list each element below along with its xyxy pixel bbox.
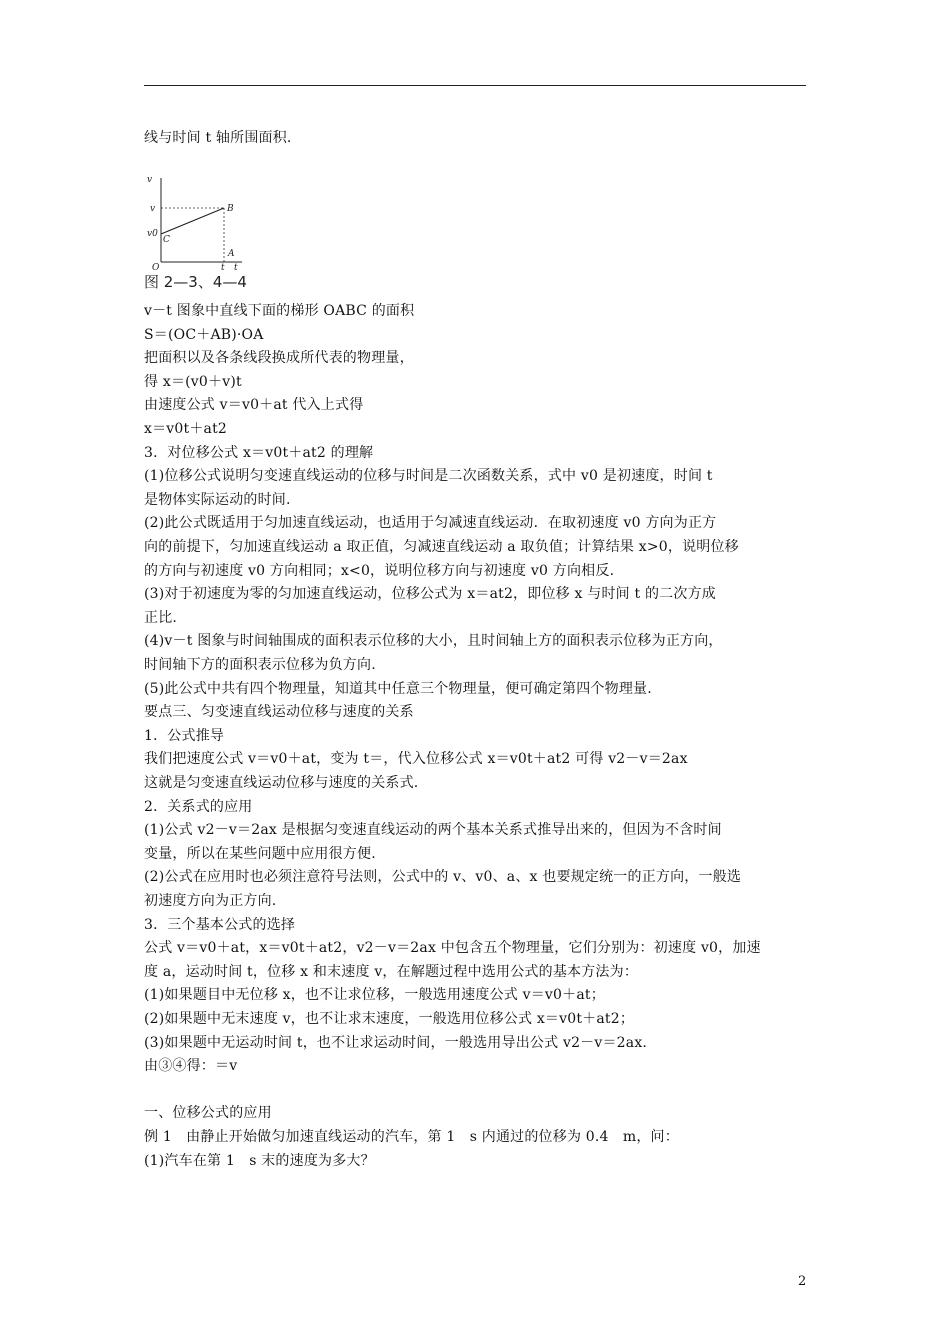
text-line: 的方向与初速度 v0 方向相同；x<0，说明位移方向与初速度 v0 方向相反. <box>144 563 615 579</box>
text-line: (2)公式在应用时也必须注意符号法则，公式中的 v、v0、a、x 也要规定统一的正方向，一般选 <box>144 869 742 885</box>
text-line: (1)汽车在第 1 s 末的速度为多大？ <box>144 1153 375 1169</box>
text-line: (4)v－t 图象与时间轴围成的面积表示位移的大小，且时间轴上方的面积表示位移为正方向， <box>144 633 723 649</box>
text-line: 正比. <box>144 610 178 626</box>
text-line: (5)此公式中共有四个物理量，知道其中任意三个物理量，便可确定第四个物理量. <box>144 681 652 697</box>
text-line: (3)如果题中无运动时间 t，也不让求运动时间，一般选用导出公式 v2－v＝2ax. <box>144 1035 648 1051</box>
v-axis-label: v <box>147 175 153 185</box>
text-line: 公式 v＝v0＋at，x＝v0t＋at2，v2－v＝2ax 中包含五个物理量，它们分别为：初速度 v0，加速 <box>144 940 761 956</box>
t-mark-label: t <box>221 263 225 270</box>
t-axis-label: t <box>234 263 238 270</box>
v-level-label: v <box>150 204 156 214</box>
text-line: S＝(OC＋AB)·OA <box>144 327 264 343</box>
text-line: 得 x＝(v0＋v)t <box>144 374 242 390</box>
text-line: 由③④得：＝v <box>144 1058 238 1074</box>
text-line: 变量，所以在某些问题中应用很方便. <box>144 846 376 862</box>
text-line: 把面积以及各条线段换成所代表的物理量， <box>144 350 414 366</box>
text-line: 时间轴下方的面积表示位移为负方向. <box>144 657 376 673</box>
text-line: 2．关系式的应用 <box>144 799 253 815</box>
text-line: 要点三、匀变速直线运动位移与速度的关系 <box>144 704 414 720</box>
text-line: 3．三个基本公式的选择 <box>144 917 296 933</box>
text-line: (1)公式 v2－v＝2ax 是根据匀变速直线运动的两个基本关系式推导出来的，但因为不含时间 <box>144 822 722 838</box>
text-line: 向的前提下，匀加速直线运动 a 取正值，匀减速直线运动 a 取负值；计算结果 x>0，说明位移 <box>144 539 739 555</box>
point-b-label: B <box>227 204 234 214</box>
text-line: x＝v0t＋at2 <box>144 421 228 437</box>
text-line: 1．公式推导 <box>144 728 225 744</box>
text-line: 一、位移公式的应用 <box>144 1105 272 1121</box>
figure-caption: 图 2—3、4—4 <box>144 273 247 291</box>
page-number: 2 <box>798 1274 807 1289</box>
v0-level-label: v0 <box>147 229 158 239</box>
header-rule <box>144 85 806 86</box>
text-line: (3)对于初速度为零的匀加速直线运动，位移公式为 x＝at2，即位移 x 与时间 t 的二次方成 <box>144 586 716 602</box>
text-line: 度 a，运动时间 t，位移 x 和末速度 v，在解题过程中选用公式的基本方法为： <box>144 964 639 980</box>
text-line: 我们把速度公式 v＝v0＋at，变为 t＝，代入位移公式 x＝v0t＋at2 可得 v2－v＝2ax <box>144 751 688 767</box>
origin-label: O <box>152 263 160 270</box>
text-line: (1)如果题目中无位移 x，也不让求位移，一般选用速度公式 v＝v0＋at； <box>144 987 605 1003</box>
text-line: (2)如果题中无末速度 v，也不让求末速度，一般选用位移公式 x＝v0t＋at2； <box>144 1011 635 1027</box>
text-line: 例 1 由静止开始做匀加速直线运动的汽车，第 1 s 内通过的位移为 0.4 m，问： <box>144 1129 679 1145</box>
text-line: 是物体实际运动的时间. <box>144 492 291 508</box>
text-line: 这就是匀变速直线运动位移与速度的关系式. <box>144 775 419 791</box>
point-a-label: A <box>228 249 235 259</box>
text-line: v－t 图象中直线下面的梯形 OABC 的面积 <box>144 303 415 319</box>
vt-graph-figure <box>144 170 244 270</box>
intro-line: 线与时间 t 轴所围面积. <box>144 130 292 146</box>
text-line: (1)位移公式说明匀变速直线运动的位移与时间是二次函数关系，式中 v0 是初速度，时间 t <box>144 468 713 484</box>
text-line: 初速度方向为正方向. <box>144 893 277 909</box>
point-c-label: C <box>163 235 170 245</box>
text-line: (2)此公式既适用于匀加速直线运动，也适用于匀减速直线运动．在取初速度 v0 方向为正方 <box>144 515 717 531</box>
text-line: 3．对位移公式 x＝v0t＋at2 的理解 <box>144 445 374 461</box>
text-line: 由速度公式 v＝v0＋at 代入上式得 <box>144 397 364 413</box>
